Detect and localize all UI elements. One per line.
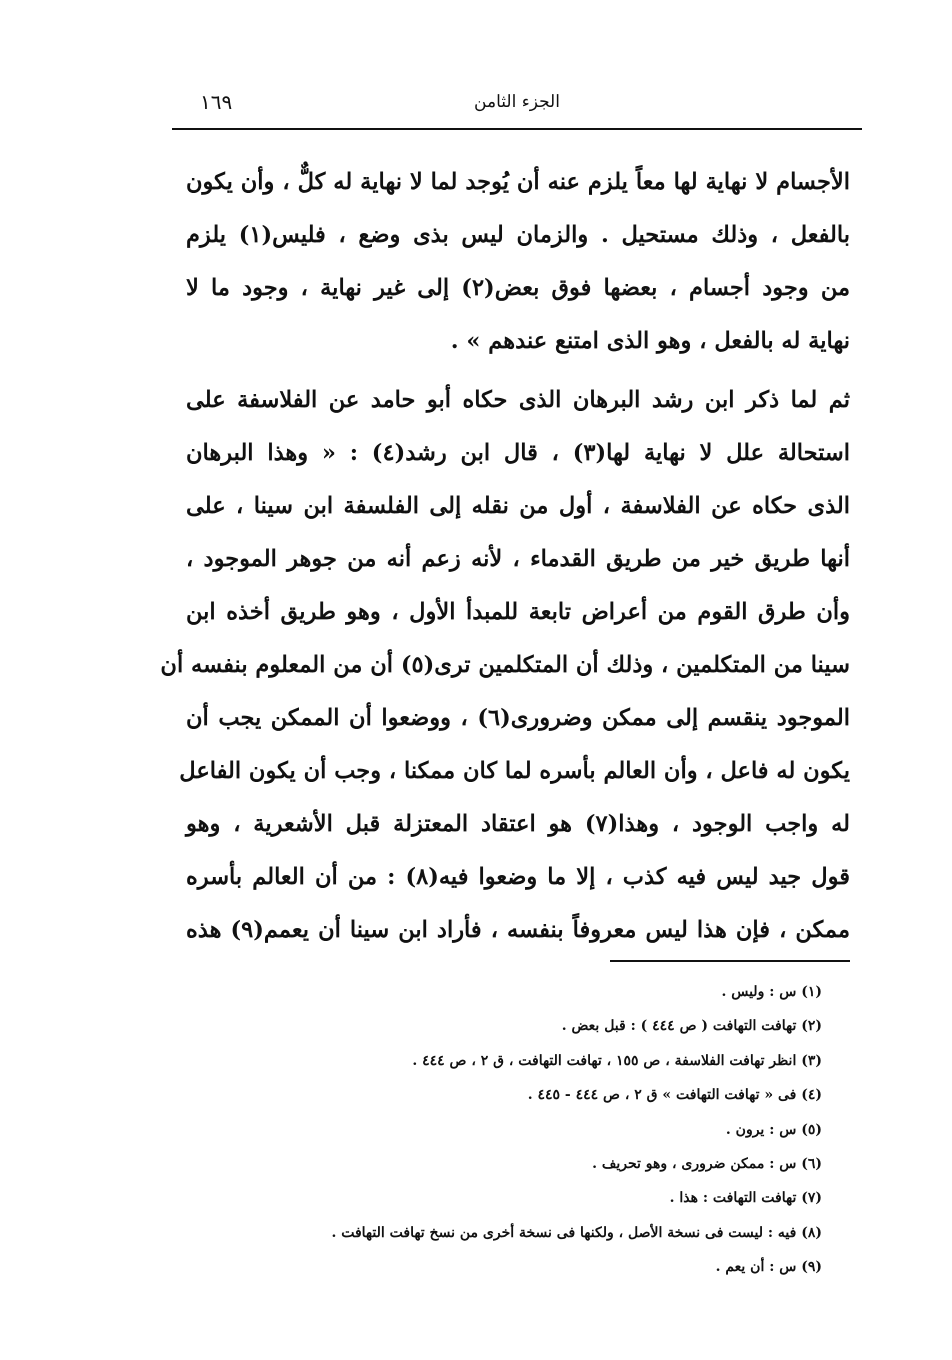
footnotes [202, 975, 822, 1285]
footnote: (٢) تهافت التهافت ( ص ٤٤٤ ) : قبل بعض . [561, 1018, 822, 1035]
text-line: يكون له فاعل ، وأن العالم بأسره لما كان ممكنا ، وجب أن يكون الفاعل [179, 758, 850, 784]
footnote: (٩) س : أن يعم . [715, 1259, 822, 1276]
running-title: الجزء الثامن [474, 92, 560, 112]
footnote: (٣) انظر تهافت الفلاسفة ، ص ١٥٥ ، تهافت التهافت ، ق ٢ ، ص ٤٤٤ . [412, 1052, 822, 1069]
text-line: ثم لما ذكر ابن رشد البرهان الذى حكاه أبو حامد عن الفلاسفة على [186, 387, 850, 413]
footnote-rule [610, 960, 850, 962]
header-rule [172, 128, 862, 130]
footnote: (٨) فيه : ليست فى نسخة الأصل ، ولكنها فى نسخة أخرى من نسخ تهافت التهافت . [331, 1224, 822, 1241]
text-line: بالفعل ، وذلك مستحيل . والزمان ليس بذى وضع ، فليس(١) يلزم [186, 222, 850, 248]
text-line: الموجود ينقسم إلى ممكن وضرورى(٦) ، ووضعوا أن الممكن يجب أن [186, 705, 851, 731]
text-line: الذى حكاه عن الفلاسفة ، أول من نقله إلى الفلسفة ابن سينا ، على [186, 493, 850, 519]
footnote: (٦) س : ممكن ضرورى ، وهو تحريف . [592, 1155, 822, 1172]
page-header [172, 84, 862, 124]
text-line: أنها طريق خير من طريق القدماء ، لأنه زعم أنه من جوهر الموجود ، [186, 546, 850, 572]
text-line: قول جيد ليس فيه كذب ، إلا ما وضعوا فيه(٨) : من أن العالم بأسره [186, 864, 850, 890]
footnote: (٤) فى « تهافت التهافت » ق ٢ ، ص ٤٤٤ - ٤٤٥ . [527, 1087, 822, 1104]
footnote: (٧) تهافت التهافت : هذا . [669, 1190, 822, 1207]
text-line: من وجود أجسام ، بعضها فوق بعض(٢) إلى غير نهاية ، وجود ما لا [186, 275, 850, 301]
page-number: ١٦٩ [200, 90, 233, 114]
text-line: استحالة علل لا نهاية لها(٣) ، قال ابن رشد(٤) : « وهذا البرهان [186, 440, 851, 466]
text-line: سينا من المتكلمين ، وذلك أن المتكلمين ترى(٥) أن من المعلوم بنفسه أن [160, 652, 850, 678]
text-line: الأجسام لا نهاية لها معاً يلزم عنه أن يُوجد لما لا نهاية له كلٌّ ، وأن يكون [186, 169, 850, 195]
footnote: (١) س : وليس . [721, 984, 822, 1000]
text-line: له واجب الوجود ، وهذا(٧) هو اعتقاد المعتزلة قبل الأشعرية ، وهو [186, 811, 851, 837]
main-text [160, 156, 851, 957]
footnote: (٥) س : يرون . [725, 1121, 822, 1138]
text-line: ممكن ، فإن هذا ليس معروفاً بنفسه ، فأراد ابن سينا أن يعمم(٩) هذه [186, 917, 850, 943]
text-line: نهاية له بالفعل ، وهو الذى امتنع عندهم » . [450, 328, 850, 354]
text-line: وأن طرق القوم من أعراض تابعة للمبدأ الأول ، وهو طريق أخذه ابن [186, 599, 850, 625]
